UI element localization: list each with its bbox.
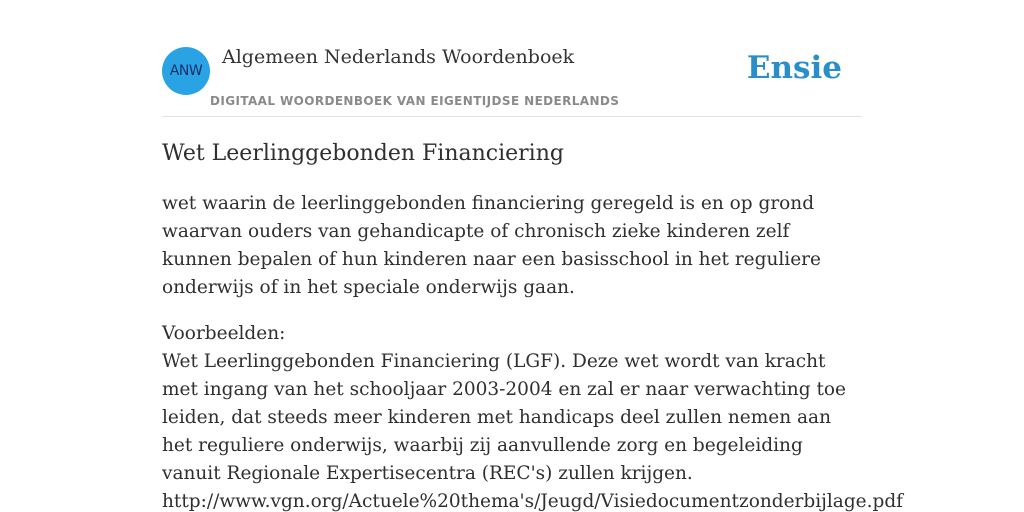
entry-content xyxy=(162,138,904,512)
entry-title: Wet Leerlinggebonden Financiering xyxy=(162,141,564,166)
site-title[interactable]: Algemeen Nederlands Woordenboek xyxy=(222,46,575,68)
examples-label: Voorbeelden: xyxy=(162,323,286,344)
site-header xyxy=(162,0,862,117)
site-subtitle: DIGITAAL WOORDENBOEK VAN EIGENTIJDSE NEDERLANDS xyxy=(210,94,620,108)
examples-section xyxy=(162,320,904,512)
example-source-link[interactable]: http://www.vgn.org/Actuele%20thema's/Jeugd/Visiedocumentzonderbijlage.pdf xyxy=(162,491,904,512)
example-text: Wet Leerlinggebonden Financiering (LGF). Deze wet wordt van kracht met ingang van het schooljaar 2003-2004 en zal er naar verwachting toe leiden, dat steeds meer kinderen met handicaps deel zullen nemen aan het reguliere onderwijs, waarbij zij aanvullende zorg en begeleiding vanuit Regionale Expertisecentra (REC's) zullen krijgen. xyxy=(162,351,846,484)
anw-logo[interactable]: ANW xyxy=(162,47,210,95)
entry-definition: wet waarin de leerlinggebonden financiering geregeld is en op grond waarvan ouders van gehandicapte of chronisch zieke kinderen zelf kunnen bepalen of hun kinderen naar een basisschool in het reguliere onderwijs of in het speciale onderwijs gaan. xyxy=(162,193,821,298)
ensie-logo[interactable]: Ensie xyxy=(746,50,842,86)
